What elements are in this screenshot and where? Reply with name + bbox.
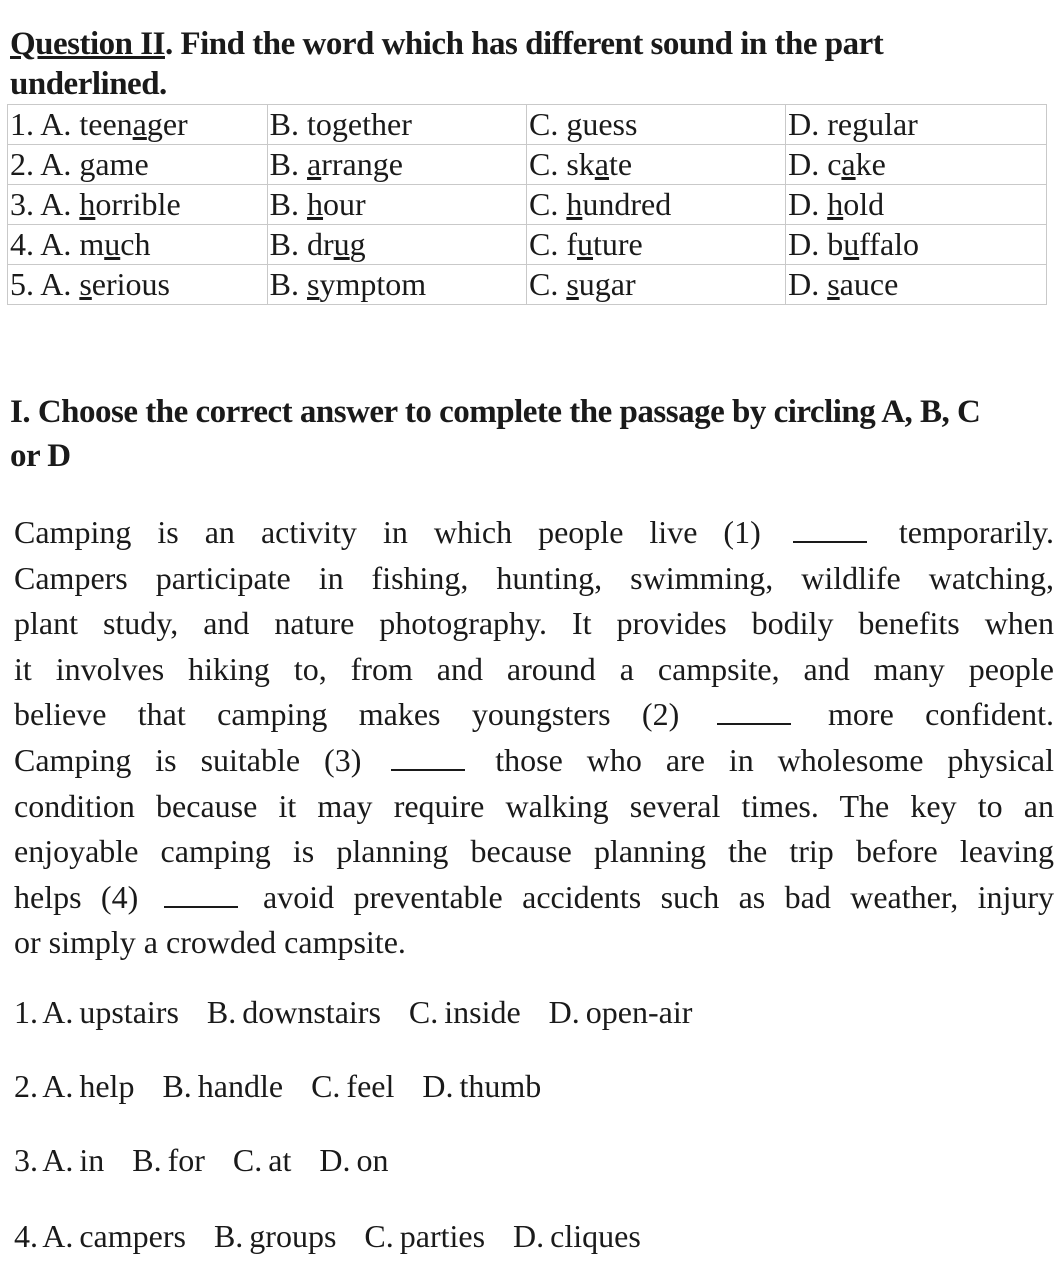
- underlined-letter: a: [841, 146, 856, 182]
- option-text: C.: [529, 266, 567, 302]
- option-4b[interactable]: B. groups: [213, 1218, 337, 1254]
- passage-line: condition because it may require walking several times. The key to an: [14, 787, 1054, 824]
- option-1a[interactable]: 1. A. upstairs: [14, 994, 179, 1030]
- option-text: g: [349, 226, 366, 262]
- table-row: [8, 145, 1047, 185]
- option-1c[interactable]: C. inside: [408, 994, 521, 1030]
- question-2-heading-line1: [10, 24, 1010, 64]
- option-text: ymptom: [319, 266, 427, 302]
- option-text: 3. A.: [10, 186, 80, 222]
- option-text: ugar: [578, 266, 636, 302]
- passage-line: it involves hiking to, from and around a campsite, and many people: [14, 650, 1054, 687]
- option-cell-c[interactable]: [527, 185, 786, 225]
- passage-text: those who are in wholesome physical: [495, 741, 1054, 778]
- option-text: undred: [582, 186, 672, 222]
- option-text: erious: [91, 266, 170, 302]
- option-text: C.: [529, 106, 567, 142]
- option-text: C.: [529, 186, 567, 222]
- option-cell-d[interactable]: [786, 185, 1047, 225]
- blank-1[interactable]: [793, 515, 867, 543]
- option-cell-a[interactable]: [8, 225, 268, 265]
- passage-text: believe that camping makes youngsters (2): [14, 696, 680, 733]
- option-text: C. f: [529, 226, 577, 262]
- reading-passage: [14, 510, 1054, 966]
- pronunciation-table: [7, 104, 1047, 305]
- blank-2[interactable]: [717, 697, 791, 725]
- passage-line: [14, 510, 1054, 556]
- option-cell-a[interactable]: [8, 145, 268, 185]
- option-text: rrange: [321, 146, 403, 182]
- option-text: ame: [95, 146, 149, 182]
- passage-text: temporarily.: [898, 514, 1054, 550]
- option-cell-d[interactable]: [786, 225, 1047, 265]
- underlined-letter: a: [307, 146, 322, 182]
- option-2c[interactable]: C. feel: [311, 1068, 395, 1104]
- option-3d[interactable]: D. on: [319, 1142, 389, 1178]
- option-text: B. dr: [269, 226, 334, 262]
- option-text: B.: [269, 186, 308, 222]
- option-text: te: [609, 146, 633, 182]
- passage-line: plant study, and nature photography. It provides bodily benefits when: [14, 605, 1054, 642]
- option-text: ke: [855, 146, 886, 182]
- option-cell-a[interactable]: [8, 265, 268, 305]
- passage-line: [14, 738, 1054, 784]
- option-text: our: [323, 186, 366, 222]
- question-1-heading-line1: I. Choose the correct answer to complete the passage by circling A, B, C: [10, 394, 981, 430]
- passage-line: enjoyable camping is planning because planning the trip before leaving: [14, 833, 1054, 870]
- passage-text: more confident.: [828, 696, 1054, 733]
- answer-options-1: [14, 994, 720, 1031]
- option-text: B.: [269, 146, 308, 182]
- underlined-letter: u: [577, 226, 593, 262]
- option-4c[interactable]: C. parties: [364, 1218, 486, 1254]
- option-text: B.: [269, 266, 308, 302]
- answer-options-3: [14, 1142, 416, 1179]
- option-1b[interactable]: B. downstairs: [206, 994, 381, 1030]
- option-cell-c[interactable]: [527, 145, 786, 185]
- option-cell-d[interactable]: [786, 145, 1047, 185]
- underlined-letter: u: [843, 226, 860, 262]
- underlined-letter: g: [79, 146, 96, 182]
- option-text: old: [843, 186, 885, 222]
- option-text: D. re: [788, 106, 853, 142]
- option-text: 2. A.: [10, 146, 80, 182]
- option-cell-b[interactable]: [267, 265, 526, 305]
- option-cell-a[interactable]: [8, 105, 268, 145]
- underlined-letter: s: [79, 266, 92, 302]
- option-cell-c[interactable]: [527, 265, 786, 305]
- option-text: ether: [347, 106, 412, 142]
- underlined-letter: h: [79, 186, 96, 222]
- table-row: [8, 225, 1047, 265]
- option-cell-b[interactable]: [267, 105, 526, 145]
- option-text: D.: [788, 266, 828, 302]
- option-text: 5. A.: [10, 266, 80, 302]
- option-text: B. to: [269, 106, 332, 142]
- option-text: uess: [582, 106, 638, 142]
- option-cell-b[interactable]: [267, 185, 526, 225]
- option-4a[interactable]: 4. A. campers: [14, 1218, 186, 1254]
- underlined-letter: s: [307, 266, 320, 302]
- option-text: 4. A. m: [10, 226, 105, 262]
- question-1-heading-line2: or D: [10, 438, 71, 474]
- option-text: ch: [120, 226, 151, 262]
- option-text: C. sk: [529, 146, 595, 182]
- passage-line: or simply a crowded campsite.: [14, 924, 406, 961]
- passage-text: Camping is an activity in which people live (1): [14, 514, 761, 550]
- option-3b[interactable]: B. for: [132, 1142, 205, 1178]
- option-3c[interactable]: C. at: [232, 1142, 292, 1178]
- underlined-letter: u: [104, 226, 121, 262]
- option-cell-b[interactable]: [267, 145, 526, 185]
- blank-4[interactable]: [164, 880, 238, 908]
- option-cell-d[interactable]: [786, 105, 1047, 145]
- option-text: ular: [868, 106, 918, 142]
- option-text: ffalo: [859, 226, 920, 262]
- blank-3[interactable]: [391, 743, 465, 771]
- option-text: D. b: [788, 226, 844, 262]
- passage-line: Campers participate in fishing, hunting, swimming, wildlife watching,: [14, 559, 1054, 596]
- question-2-heading-line2: underlined.: [10, 66, 167, 102]
- underlined-letter: a: [594, 146, 609, 182]
- option-4d[interactable]: D. cliques: [513, 1218, 641, 1254]
- underlined-letter: h: [566, 186, 583, 222]
- question-2-heading: [10, 24, 1010, 104]
- option-cell-c[interactable]: [527, 225, 786, 265]
- answer-options-4: [14, 1218, 669, 1255]
- option-text: ger: [146, 106, 188, 142]
- underlined-letter: h: [307, 186, 324, 222]
- table-row: [8, 265, 1047, 305]
- underlined-letter: u: [333, 226, 350, 262]
- underlined-letter: h: [827, 186, 844, 222]
- option-2b[interactable]: B. handle: [162, 1068, 284, 1104]
- underlined-letter: g: [852, 106, 869, 142]
- underlined-letter: g: [566, 106, 583, 142]
- option-cell-c[interactable]: [527, 105, 786, 145]
- underlined-letter: s: [827, 266, 840, 302]
- question-2-instruction: . Find the word which has different sound in the part: [164, 26, 884, 62]
- option-3a[interactable]: 3. A. in: [14, 1142, 105, 1178]
- option-2d[interactable]: D. thumb: [422, 1068, 542, 1104]
- underlined-letter: g: [331, 106, 348, 142]
- option-text: orrible: [95, 186, 181, 222]
- passage-text: helps (4): [14, 878, 139, 915]
- passage-text: Camping is suitable (3): [14, 741, 362, 778]
- table-row: [8, 185, 1047, 225]
- passage-line: [14, 875, 1054, 921]
- option-cell-a[interactable]: [8, 185, 268, 225]
- option-text: D.: [788, 186, 828, 222]
- answer-options-2: [14, 1068, 569, 1105]
- underlined-letter: s: [566, 266, 579, 302]
- option-cell-b[interactable]: [267, 225, 526, 265]
- question-1-heading: [10, 390, 1040, 478]
- option-1d[interactable]: D. open-air: [548, 994, 693, 1030]
- option-cell-d[interactable]: [786, 265, 1047, 305]
- option-text: D. c: [788, 146, 842, 182]
- option-text: auce: [839, 266, 899, 302]
- passage-text: avoid preventable accidents such as bad weather, injury: [263, 878, 1054, 915]
- question-2-label: Question II: [10, 26, 165, 62]
- passage-line: [14, 692, 1054, 738]
- option-2a[interactable]: 2. A. help: [14, 1068, 135, 1104]
- underlined-letter: a: [132, 106, 147, 142]
- option-text: 1. A. teen: [10, 106, 133, 142]
- option-text: ture: [593, 226, 643, 262]
- table-row: [8, 105, 1047, 145]
